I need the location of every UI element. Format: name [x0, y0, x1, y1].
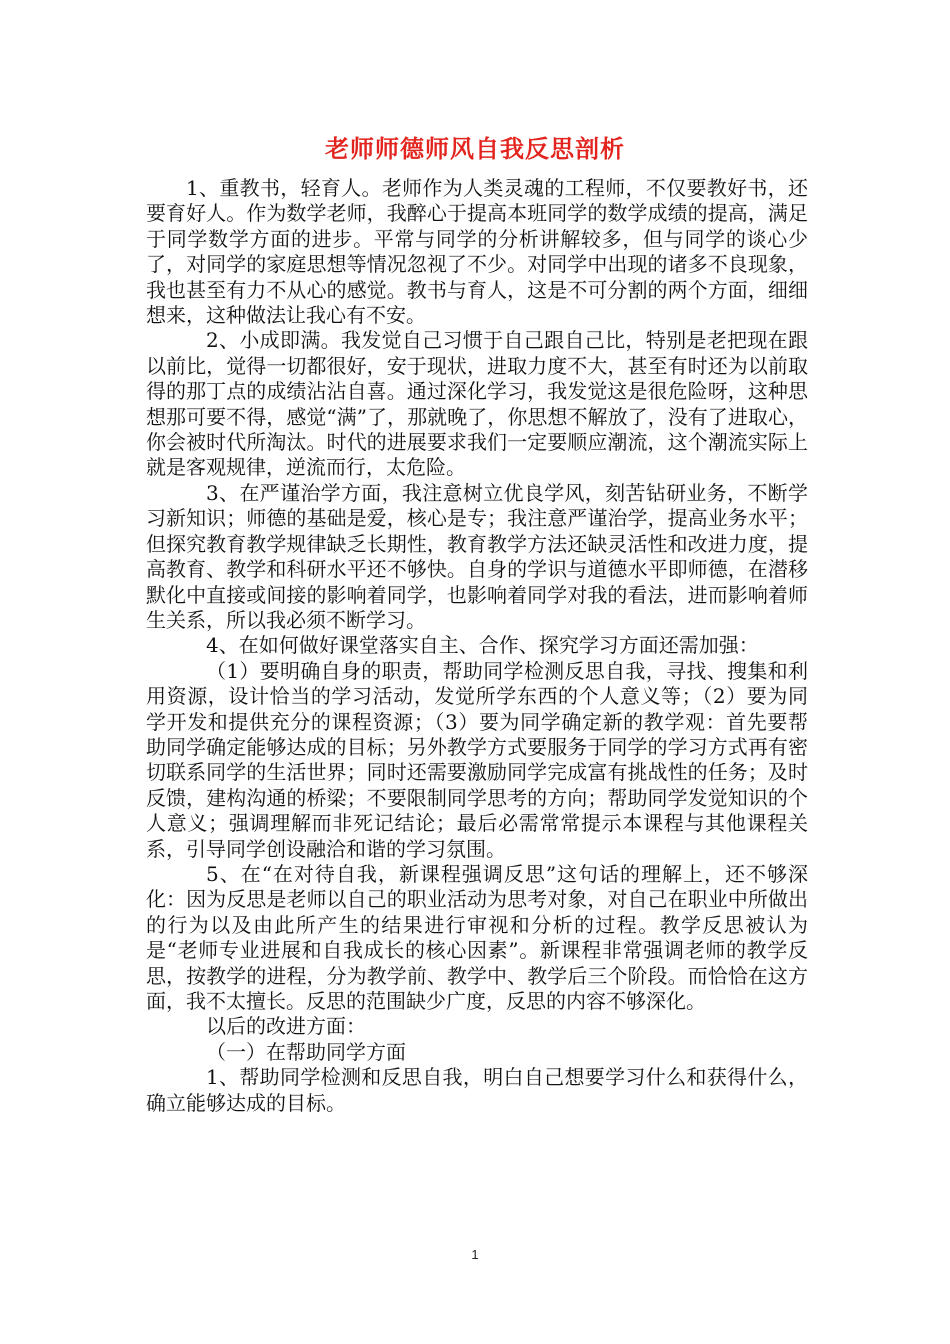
paragraph-1: 1、重教书，轻育人。老师作为人类灵魂的工程师，不仅要教好书，还要育好人。作为数学老师，我醉心于提高本班同学的数学成绩的提高，满足于同学数学方面的进步。平常与同学的分析讲解较多，但与同学的谈心少了，对同学的家庭思想等情况忽视了不少。对同学中出现的诸多不良现象，我也甚至有力不从心的感觉。教书与育人，这是不可分割的两个方面，细细想来，这种做法让我心有不安。 — [146, 176, 808, 328]
paragraph-3: 3、在严谨治学方面，我注意树立优良学风，刻苦钻研业务，不断学习新知识；师德的基础是爱，核心是专；我注意严谨治学，提高业务水平；但探究教育教学规律缺乏长期性，教育教学方法还缺灵活性和改进力度，提高教育、教学和科研水平还不够快。自身的学识与道德水平即师德，在潜移默化中直接或间接的影响着同学，也影响着同学对我的看法，进而影响着师生关系，所以我必须不断学习。 — [146, 480, 808, 632]
paragraph-2: 2、小成即满。我发觉自己习惯于自己跟自己比，特别是老把现在跟以前比，觉得一切都很好，安于现状，进取力度不大，甚至有时还为以前取得的那丁点的成绩沾沾自喜。通过深化学习，我发觉这是很危险呀，这种思想那可要不得，感觉“满”了，那就晚了，你思想不解放了，没有了进取心，你会被时代所淘汰。时代的进展要求我们一定要顺应潮流，这个潮流实际上就是客观规律，逆流而行，太危险。 — [146, 328, 808, 480]
paragraph-8: （一）在帮助同学方面 — [206, 1039, 406, 1064]
page-number: 1 — [471, 1247, 479, 1262]
document-title: 老师师德师风自我反思剖析 — [325, 135, 625, 163]
paragraph-5: （1）要明确自身的职责，帮助同学检测反思自我，寻找、搜集和利用资源，设计恰当的学习活动，发觉所学东西的个人意义等；（2）要为同学开发和提供充分的课程资源；（3）要为同学确定新的教学观：首先要帮助同学确定能够达成的目标；另外教学方式要服务于同学的学习方式再有密切联系同学的生活世界；同时还需要激励同学完成富有挑战性的任务；及时反馈，建构沟通的桥梁；不要限制同学思考的方向；帮助同学发觉知识的个人意义；强调理解而非死记结论；最后必需常常提示本课程与其他课程关系，引导同学创设融洽和谐的学习氛围。 — [146, 658, 808, 861]
document-body — [146, 176, 808, 1116]
paragraph-6: 5、在“在对待自我，新课程强调反思”这句话的理解上，还不够深化：因为反思是老师以自己的职业活动为思考对象，对自己在职业中所做出的行为以及由此所产生的结果进行审视和分析的过程。教学反思被认为是“老师专业进展和自我成长的核心因素”。新课程非常强调老师的教学反思，按教学的进程，分为教学前、教学中、教学后三个阶段。而恰恰在这方面，我不太擅长。反思的范围缺少广度，反思的内容不够深化。 — [146, 861, 808, 1013]
paragraph-9: 1、帮助同学检测和反思自我，明白自己想要学习什么和获得什么，确立能够达成的目标。 — [146, 1065, 808, 1115]
paragraph-4: 4、在如何做好课堂落实自主、合作、探究学习方面还需加强： — [206, 633, 759, 658]
paragraph-7: 以后的改进方面： — [206, 1014, 366, 1039]
